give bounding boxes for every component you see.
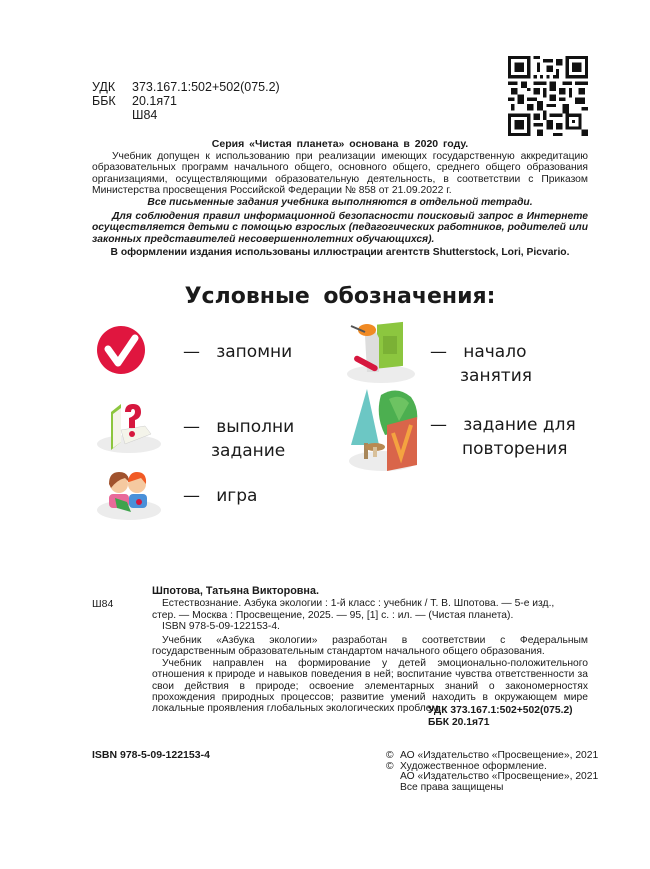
notebook-note: Все письменные задания учебника выполняются в отдельной тетради. — [147, 197, 533, 208]
qr-code-icon[interactable] — [508, 56, 588, 136]
legend-item-do-task: — выполни задание — [183, 417, 295, 461]
udk-value: 373.167.1:502+502(075.2) — [132, 80, 280, 94]
legend-item-game: — игра — [183, 486, 258, 506]
bib-record-line1: Естествознание. Азбука экологии : 1-й класс : учебник / Т. В. Шпотова. — 5-е изд., — [162, 598, 555, 609]
legend-item-lesson-start: — начало занятия — [430, 342, 532, 386]
bbk-label: ББК — [92, 94, 116, 108]
bib-abstract-1: Учебник «Азбука экологии» разработан в соответствии с Федеральным государственным образовательным стандартом начального общего образования. — [152, 635, 588, 658]
bib-abstract-2: Учебник направлен на формирование у детей эмоционально-положительного отношения к природе и навыков поведения в ней; воспитание чувства ответственности за свои действия в природе; освоение элементарных знаний о закономерностях прохождения природных процессов; развитие умений находить в окружающем мире локальные проявления глобальных экологических проблем. — [152, 658, 588, 715]
author-mark: Ш84 — [132, 108, 158, 122]
classification-block — [92, 80, 280, 122]
copyright-icon: © — [386, 760, 394, 772]
forest-check-icon — [345, 385, 425, 473]
bib-udk: УДК 373.167.1:502+502(075.2) — [428, 705, 573, 716]
bib-classification — [428, 705, 573, 728]
illustrations-note: В оформлении издания использованы иллюстрации агентств Shutterstock, Lori, Picvario. — [110, 247, 570, 258]
checkmark-circle-icon — [96, 325, 146, 375]
children-reading-icon — [95, 468, 163, 523]
bbk-value: 20.1я71 — [132, 94, 178, 108]
legend-item-remember: — запомни — [183, 342, 293, 362]
series-note: Серия «Чистая планета» основана в 2020 году. — [211, 138, 469, 150]
legend-title: Условные обозначения: — [184, 284, 496, 309]
legend-item-review-task: — задание для повторения — [430, 415, 576, 459]
bib-bbk: ББК 20.1я71 — [428, 716, 490, 728]
safety-note: Для соблюдения правил информационной безопасности поисковый запрос в Интернете осуществляется детьми с помощью взрослых (педагогических работников, родителей или законных представителей несовершеннолетних обучающихся). — [92, 211, 588, 245]
approval-paragraph: Учебник допущен к использованию при реализации имеющих государственную аккредитацию образовательных программ начального общего, основного общего, среднего общего образования организациями, осуществляющими образовательную деятельность, в соответствии с Приказом Министерства просвещения Российской Федерации № 858 от 21.09.2022 г. — [92, 151, 588, 197]
copyright-icon: © — [386, 750, 394, 761]
bib-record-line2: стер. — Москва : Просвещение, 2025. — 95, [1] с. : ил. — (Чистая планета). — [152, 610, 514, 621]
udk-label: УДК — [92, 80, 116, 94]
lesson-start-icon — [345, 316, 417, 386]
book-question-icon — [95, 400, 163, 455]
bib-author: Шпотова, Татьяна Викторовна. — [152, 585, 319, 597]
copyright-block: © АО «Издательство «Просвещение», 2021 © Художественное оформление. АО «Издательство «Просвещение», 2021 Все права защищены — [386, 750, 599, 793]
footer-isbn: ISBN 978-5-09-122153-4 — [92, 749, 210, 761]
bib-author-mark: Ш84 — [92, 598, 114, 610]
bib-isbn: ISBN 978-5-09-122153-4. — [162, 621, 280, 632]
